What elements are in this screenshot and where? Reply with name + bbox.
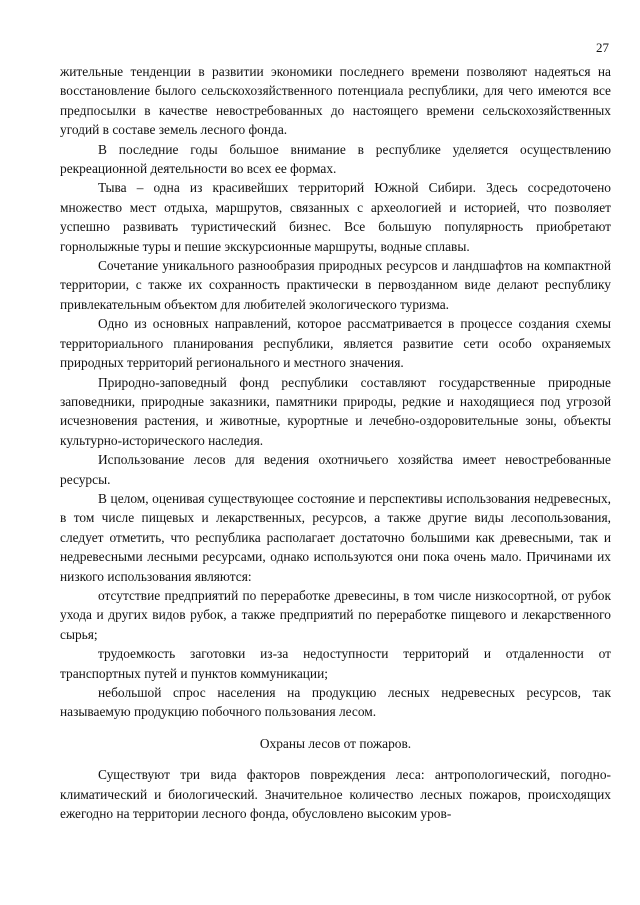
paragraph: Использование лесов для ведения охотничьего хозяйства имеет невостребованные ресурсы.	[60, 452, 611, 487]
page-number: 27	[596, 40, 609, 55]
paragraph: Природно-заповедный фонд республики составляют государственные природные заповедники, природные заказники, памятники природы, редкие и находящиеся под угрозой исчезновения растения, и животные, курортные и лечебно-оздоровительные зоны, объекты культурно-исторического наследия.	[60, 374, 611, 448]
paragraph: Существуют три вида факторов повреждения леса: антропологический, погодно-климатический и биологический. Значительное количество лесных пожаров, происходящих ежегодно на территории лесного фонда, обусловлено высоким уров-	[60, 767, 611, 822]
paragraph: Тыва – одна из красивейших территорий Южной Сибири. Здесь сосредоточено множество мест отдыха, маршрутов, связанных с археологией и историей, что позволяет успешно развивать туристический бизнес. Все большую популярность приобретают горнолыжные туры и пешие экскурсионные маршруты, водные сплавы.	[60, 180, 611, 254]
body-text	[60, 62, 611, 823]
paragraph: В целом, оценивая существующее состояние и перспективы использования недревесных, в том числе пищевых и лекарственных, ресурсов, а также другие виды лесопользования, следует отметить, что республика располагает достаточно большими как древесными, так и недревесными лесными ресурсами, однако используются они пока очень мало. Причинами их низкого использования являются:	[60, 490, 611, 584]
paragraph: жительные тенденции в развитии экономики последнего времени позволяют надеяться на восстановление былого сельскохозяйственного потенциала республики, для чего имеются все предпосылки в качестве невостребованных до настоящего времени сельскохозяйственных угодий в составе земель лесного фонда.	[60, 64, 611, 138]
paragraph: В последние годы большое внимание в республике уделяется осуществлению рекреационной деятельности во всех ее формах.	[60, 141, 611, 177]
paragraph: трудоемкость заготовки из-за недоступности территорий и отдаленности от транспортных путей и пунктов коммуникации;	[60, 646, 611, 681]
paragraph: Одно из основных направлений, которое рассматривается в процессе создания схемы территориального планирования республики, является развитие сети особо охраняемых природных территорий регионального и местного значения.	[60, 316, 611, 371]
document-page	[60, 0, 611, 905]
paragraph: отсутствие предприятий по переработке древесины, в том числе низкосортной, от рубок ухода и других видов рубок, а также предприятий по переработке пищевого и лекарственного сырья;	[60, 587, 611, 642]
paragraph: Сочетание уникального разнообразия природных ресурсов и ландшафтов на компактной территории, с также их сохранность практически в первозданном виде делают республику привлекательным объектом для любителей экологического туризма.	[60, 258, 611, 312]
paragraph: небольшой спрос населения на продукцию лесных недревесных ресурсов, так называемую продукцию побочного пользования лесом.	[60, 685, 611, 720]
section-heading: Охраны лесов от пожаров.	[259, 735, 412, 751]
